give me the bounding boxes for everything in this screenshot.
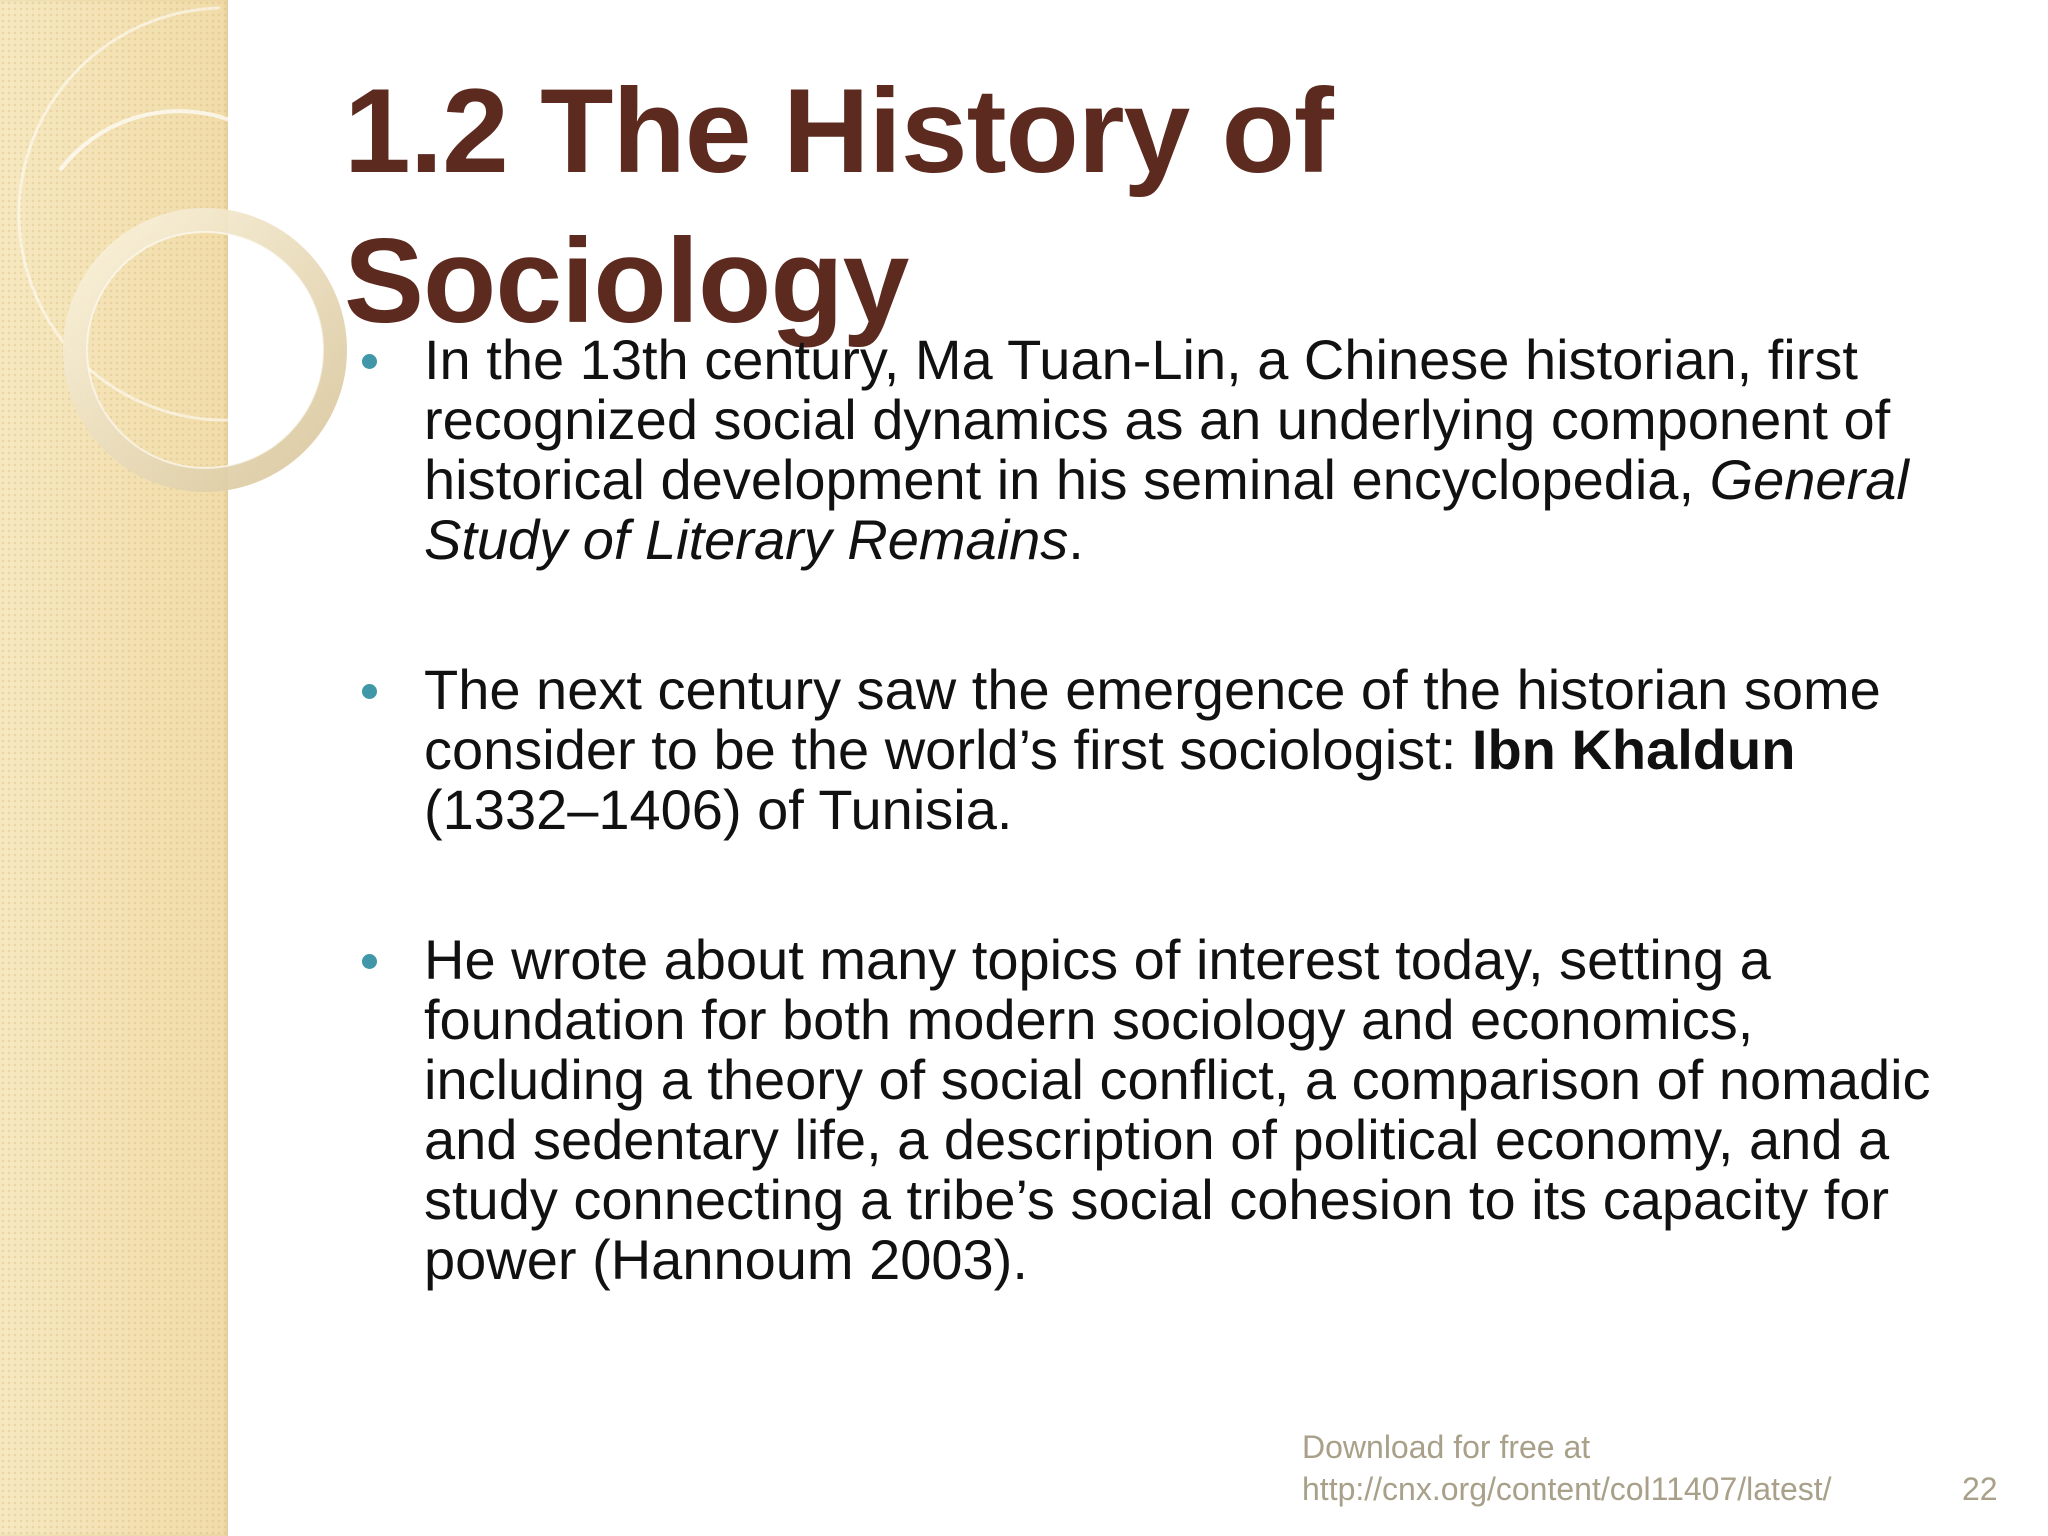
bullet-dot-icon	[362, 954, 377, 969]
bullet-text-end: (1332–1406) of Tunisia.	[424, 778, 1013, 841]
bullet-list	[350, 330, 1950, 1290]
footer-line-1: Download for free at	[1302, 1429, 1591, 1465]
person-name-bold: Ibn Khaldun	[1471, 718, 1796, 781]
bullet-text-end: .	[1068, 508, 1084, 571]
bullet-text: The next century saw the emergence of the historian some consider to be the world’s first sociologist:	[424, 658, 1881, 781]
download-footer	[1302, 1426, 1832, 1510]
bullet-dot-icon	[362, 684, 377, 699]
decorative-side-strip	[0, 0, 228, 1536]
footer-url: http://cnx.org/content/col11407/latest/	[1302, 1471, 1832, 1507]
bullet-item	[350, 660, 1950, 840]
bullet-text: He wrote about many topics of interest today, setting a foundation for both modern sociology and economics, including a theory of social conflict, a comparison of nomadic and sedentary life, a description of political economy, and a study connecting a tribe’s social cohesion to its capacity for power (Hannoum 2003).	[424, 928, 1931, 1291]
book-title-italic: General Study of Literary Remains	[424, 448, 1909, 571]
bullet-dot-icon	[362, 354, 377, 369]
slide-title: 1.2 The History of Sociology	[344, 64, 1333, 348]
bullet-text: In the 13th century, Ma Tuan-Lin, a Chinese historian, first recognized social dynamics as an underlying component of historical development in his seminal encyclopedia,	[424, 328, 1891, 511]
page-number: 22	[1962, 1471, 1998, 1507]
bullet-item	[350, 930, 1950, 1290]
bullet-item	[350, 330, 1950, 570]
